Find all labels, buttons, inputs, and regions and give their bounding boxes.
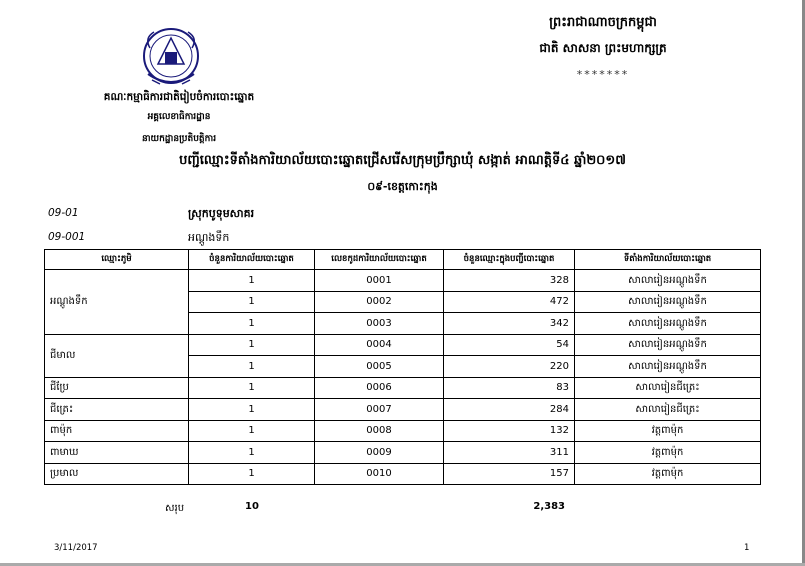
village-cell: ពាម៉ុក — [45, 420, 189, 442]
village-cell: អណ្តូងទឹក — [45, 270, 189, 335]
station-code-cell: 0009 — [315, 442, 444, 464]
location-cell: វត្តពាម៉ុក — [575, 442, 761, 464]
nec-emblem-icon — [136, 24, 206, 92]
station-count-cell: 1 — [189, 399, 315, 421]
header-stars: ******* — [576, 68, 630, 81]
district-code: 09-01 — [48, 207, 79, 219]
national-motto: ជាតិ សាសនា ព្រះមហាក្សត្រ — [539, 41, 667, 55]
location-cell: វត្តពាម៉ុក — [575, 420, 761, 442]
station-count-cell: 1 — [189, 291, 315, 313]
location-cell: សាលារៀនអណ្តូងទឹក — [575, 270, 761, 292]
location-cell: សាលារៀនអណ្តូងទឹក — [575, 356, 761, 378]
header-station-location: ទីតាំងការិយាល័យបោះឆ្នោត — [575, 250, 761, 270]
station-code-cell: 0003 — [315, 313, 444, 335]
station-code-cell: 0006 — [315, 377, 444, 399]
table-row — [45, 270, 761, 292]
station-count-cell: 1 — [189, 442, 315, 464]
org-name: គណៈកម្មាធិការជាតិរៀបចំការបោះឆ្នោត — [103, 91, 255, 103]
station-count-cell: 1 — [189, 463, 315, 485]
location-cell: សាលារៀនអណ្តូងទឹក — [575, 291, 761, 313]
org-department: នាយកដ្ឋានប្រតិបត្តិការ — [141, 134, 217, 144]
print-date: 3/11/2017 — [54, 543, 98, 553]
document-title: បញ្ជីឈ្មោះទីតាំងការិយាល័យបោះឆ្នោតជ្រើសរើសក្រុមប្រឹក្សាឃុំ សង្កាត់ អាណត្តិទី៤ ឆ្នាំ២០១៧ — [179, 153, 626, 168]
village-cell: ជីត្រេះ — [45, 399, 189, 421]
location-cell: សាលារៀនជីត្រេះ — [575, 377, 761, 399]
commune-name: អណ្តូងទឹក — [188, 231, 230, 244]
district-name: ស្រុកបូទុមសាគរ — [188, 207, 255, 220]
total-stations: 10 — [245, 501, 259, 512]
station-code-cell: 0010 — [315, 463, 444, 485]
voter-count-cell: 328 — [444, 270, 575, 292]
table-row — [45, 420, 761, 442]
polling-stations-table — [44, 249, 761, 485]
station-code-cell: 0001 — [315, 270, 444, 292]
commune-code: 09-001 — [48, 231, 86, 243]
header-village: ឈ្មោះភូមិ — [45, 250, 189, 270]
station-code-cell: 0004 — [315, 334, 444, 356]
station-count-cell: 1 — [189, 356, 315, 378]
voter-count-cell: 132 — [444, 420, 575, 442]
table-row — [45, 377, 761, 399]
table-row — [45, 399, 761, 421]
village-cell: ប្រមាល — [45, 463, 189, 485]
station-code-cell: 0008 — [315, 420, 444, 442]
station-code-cell: 0002 — [315, 291, 444, 313]
station-code-cell: 0005 — [315, 356, 444, 378]
header-voter-count: ចំនួនឈ្មោះក្នុងបញ្ជីបោះឆ្នោត — [444, 250, 575, 270]
voter-count-cell: 472 — [444, 291, 575, 313]
total-label: សរុប — [165, 503, 185, 514]
table-header-row — [45, 250, 761, 270]
header-station-count: ចំនួនការិយាល័យបោះឆ្នោត — [189, 250, 315, 270]
header-station-code: លេខកូដការិយាល័យបោះឆ្នោត — [315, 250, 444, 270]
station-count-cell: 1 — [189, 377, 315, 399]
province-subtitle: ០៩-ខេត្តកោះកុង — [367, 180, 438, 193]
voter-count-cell: 311 — [444, 442, 575, 464]
table-row — [45, 334, 761, 356]
table-row — [45, 442, 761, 464]
station-count-cell: 1 — [189, 313, 315, 335]
org-secretariat: អគ្គលេខាធិការដ្ឋាន — [147, 112, 211, 122]
voter-count-cell: 157 — [444, 463, 575, 485]
page-number: 1 — [744, 543, 750, 553]
voter-count-cell: 83 — [444, 377, 575, 399]
voter-count-cell: 342 — [444, 313, 575, 335]
location-cell: វត្តពាម៉ុក — [575, 463, 761, 485]
table-row — [45, 463, 761, 485]
kingdom-heading: ព្រះរាជាណាចក្រកម្ពុជា — [549, 15, 657, 30]
village-cell: ពាមាឃ — [45, 442, 189, 464]
village-cell: ជីមាល — [45, 334, 189, 377]
village-cell: ជីប្រែ — [45, 377, 189, 399]
voter-count-cell: 54 — [444, 334, 575, 356]
location-cell: សាលារៀនអណ្តូងទឹក — [575, 334, 761, 356]
station-count-cell: 1 — [189, 270, 315, 292]
voter-count-cell: 220 — [444, 356, 575, 378]
location-cell: សាលារៀនជីត្រេះ — [575, 399, 761, 421]
station-code-cell: 0007 — [315, 399, 444, 421]
station-count-cell: 1 — [189, 334, 315, 356]
location-cell: សាលារៀនអណ្តូងទឹក — [575, 313, 761, 335]
voter-count-cell: 284 — [444, 399, 575, 421]
total-voters: 2,383 — [533, 501, 565, 512]
station-count-cell: 1 — [189, 420, 315, 442]
